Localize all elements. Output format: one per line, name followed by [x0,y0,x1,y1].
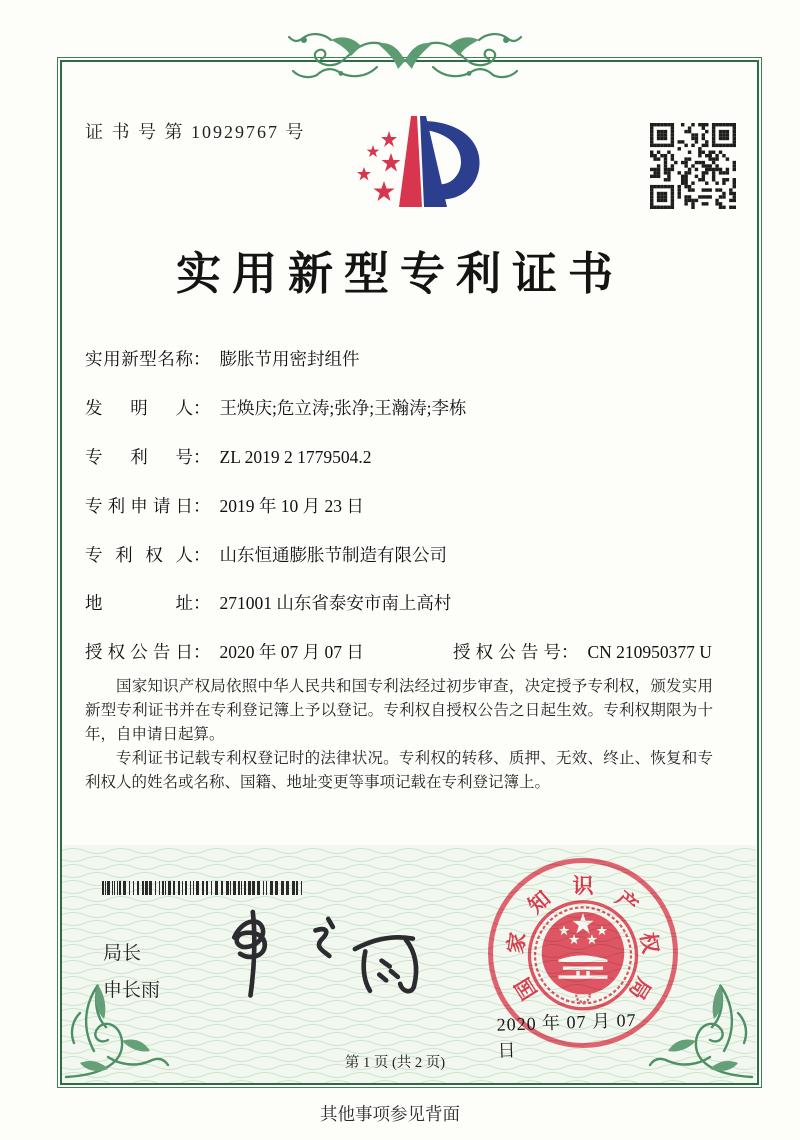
legal-text [85,675,713,795]
seal-char: 识 [572,874,594,898]
field-address [85,590,451,615]
certificate-number: 证 书 号 第 10929767 号 [85,122,306,142]
field-label: 专利权人 [85,545,193,565]
field-label: 实用新型名称 [85,349,193,369]
qr-code-icon [650,123,736,209]
field-value: 山东恒通膨胀节制造有限公司 [219,545,447,565]
seal-char: 家 [503,930,531,956]
field-label: 专利申请日 [85,496,193,516]
barcode-icon [102,881,308,895]
seal-char: 产 [610,886,643,919]
back-side-note: 其他事项参见背面 [320,1104,460,1124]
colon: ： [561,642,579,662]
seal-char: 权 [635,930,663,956]
seal-char: 知 [523,886,556,919]
field-label: 授权公告日 [85,642,193,662]
legal-paragraph-1: 国家知识产权局依照中华人民共和国专利法经过初步审查，决定授予专利权，颁发实用新型专利证书并在专利登记簿上予以登记。专利权自授权公告之日起生效。专利权期限为十年，自申请日起算。 [85,678,713,743]
page-indicator: 第 1 页 (共 2 页) [344,1055,446,1071]
field-inventors [85,395,466,420]
colon: ： [193,398,211,418]
cnipa-logo-icon [337,111,507,235]
field-patentee [85,542,447,567]
director-signature [218,897,450,1015]
field-value: 王焕庆;危立涛;张净;王瀚涛;李栋 [219,398,467,418]
field-label: 专利号 [85,447,193,467]
certificate-title: 实用新型专利证书 [175,249,624,299]
field-patent-number [85,444,371,469]
field-label: 地址 [85,593,193,613]
legal-paragraph-2: 专利证书记载专利权登记时的法律状况。专利权的转移、质押、无效、终止、恢复和专利权人的姓名或名称、国籍、地址变更等事项记载在专利登记簿上。 [85,750,713,791]
seal-char: 国 [510,973,542,1004]
field-value: 2020 年 07 月 07 日 [219,642,364,662]
colon: ： [193,642,211,662]
director-name: 申长雨 [103,980,161,1001]
colon: ： [193,545,211,565]
seal-char: 局 [624,973,656,1004]
director-title: 局长 [103,943,142,964]
field-grant-number [453,639,712,664]
seal-date: 2020 年 07 月 07 日 [496,1009,637,1061]
field-label: 发明人 [85,398,193,418]
colon: ： [193,349,211,369]
field-filing-date [85,493,364,518]
colon: ： [193,593,211,613]
field-value: 2019 年 10 月 23 日 [219,496,364,516]
field-value: 271001 山东省泰安市南上高村 [219,593,452,613]
field-grant-date [85,639,364,664]
field-value: CN 210950377 U [587,642,712,662]
colon: ： [193,496,211,516]
dragon-ornament-icon [283,13,527,99]
field-label: 授权公告号 [453,642,561,662]
field-utility-model-name [85,346,360,371]
field-value: 膨胀节用密封组件 [219,349,360,369]
field-value: ZL 2019 2 1779504.2 [219,447,372,467]
colon: ： [193,447,211,467]
